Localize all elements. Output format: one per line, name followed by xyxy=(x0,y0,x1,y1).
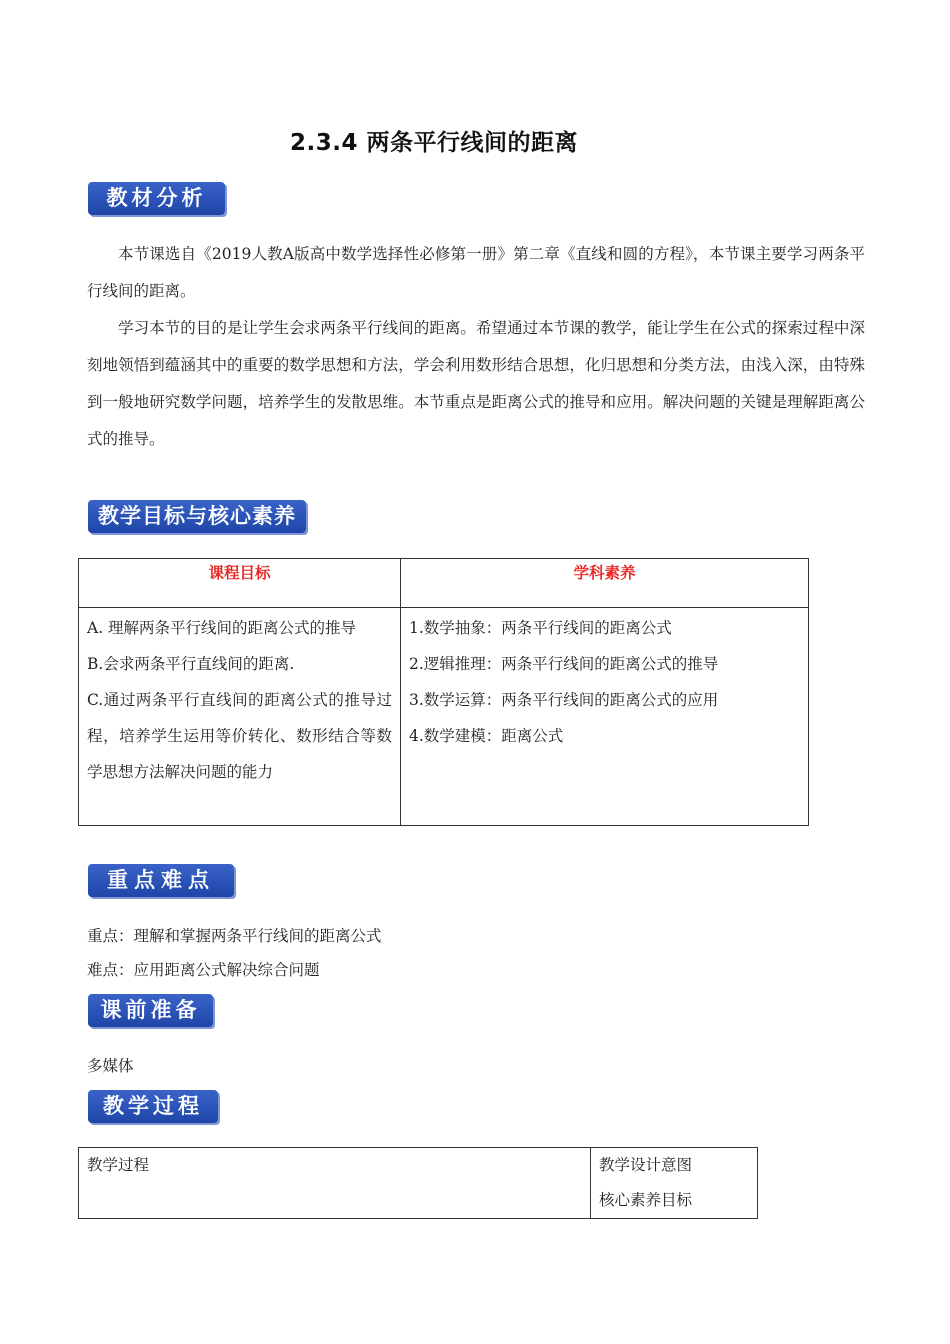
analysis-paragraph-1: 本节课选自《2019人教A版高中数学选择性必修第一册》第二章《直线和圆的方程》，本节课主要学习两条平行线间的距离。 xyxy=(87,245,865,300)
goals-table xyxy=(78,558,809,826)
course-goal-a: A. 理解两条平行线间的距离公式的推导 xyxy=(87,619,357,637)
design-cell xyxy=(591,1148,758,1219)
course-goals-cell xyxy=(79,608,401,826)
course-goal-b: B.会求两条平行直线间的距离. xyxy=(87,655,295,673)
process-label: 教学过程 xyxy=(87,1156,150,1174)
section-heading-preparation: 课前准备 xyxy=(88,994,213,1027)
page-title: 2.3.4 两条平行线间的距离 xyxy=(290,130,578,156)
section-heading-key-points: 重点难点 xyxy=(88,864,234,897)
literacy-item-2: 2.逻辑推理：两条平行线间的距离公式的推导 xyxy=(409,655,719,673)
process-table xyxy=(78,1147,758,1219)
core-literacy-label: 核心素养目标 xyxy=(599,1191,693,1209)
literacy-item-4: 4.数学建模：距离公式 xyxy=(409,727,564,745)
literacy-item-1: 1.数学抽象：两条平行线间的距离公式 xyxy=(409,619,672,637)
design-intent-label: 教学设计意图 xyxy=(599,1156,693,1174)
goals-header-course: 课程目标 xyxy=(79,559,401,608)
process-cell xyxy=(79,1148,591,1219)
goals-header-literacy: 学科素养 xyxy=(401,559,809,608)
section-heading-process: 教学过程 xyxy=(88,1090,218,1123)
section-heading-analysis: 教材分析 xyxy=(88,182,225,215)
literacy-cell xyxy=(401,608,809,826)
literacy-item-3: 3.数学运算：两条平行线间的距离公式的应用 xyxy=(409,691,719,709)
focus-text: 重点：理解和掌握两条平行线间的距离公式 xyxy=(87,927,382,945)
preparation-text: 多媒体 xyxy=(87,1057,134,1075)
analysis-paragraph-2: 学习本节的目的是让学生会求两条平行线间的距离。希望通过本节课的教学，能让学生在公式的探索过程中深刻地领悟到蕴涵其中的重要的数学思想和方法，学会利用数形结合思想，化归思想和分类方法，由浅入深，由特殊到一般地研究数学问题，培养学生的发散思维。本节重点是距离公式的推导和应用。解决问题的关键是理解距离公式的推导。 xyxy=(87,319,865,448)
difficulty-text: 难点：应用距离公式解决综合问题 xyxy=(87,961,320,979)
section-heading-goals: 教学目标与核心素养 xyxy=(88,500,306,533)
course-goal-c: C.通过两条平行直线间的距离公式的推导过程，培养学生运用等价转化、数形结合等数学思想方法解决问题的能力 xyxy=(87,691,392,781)
